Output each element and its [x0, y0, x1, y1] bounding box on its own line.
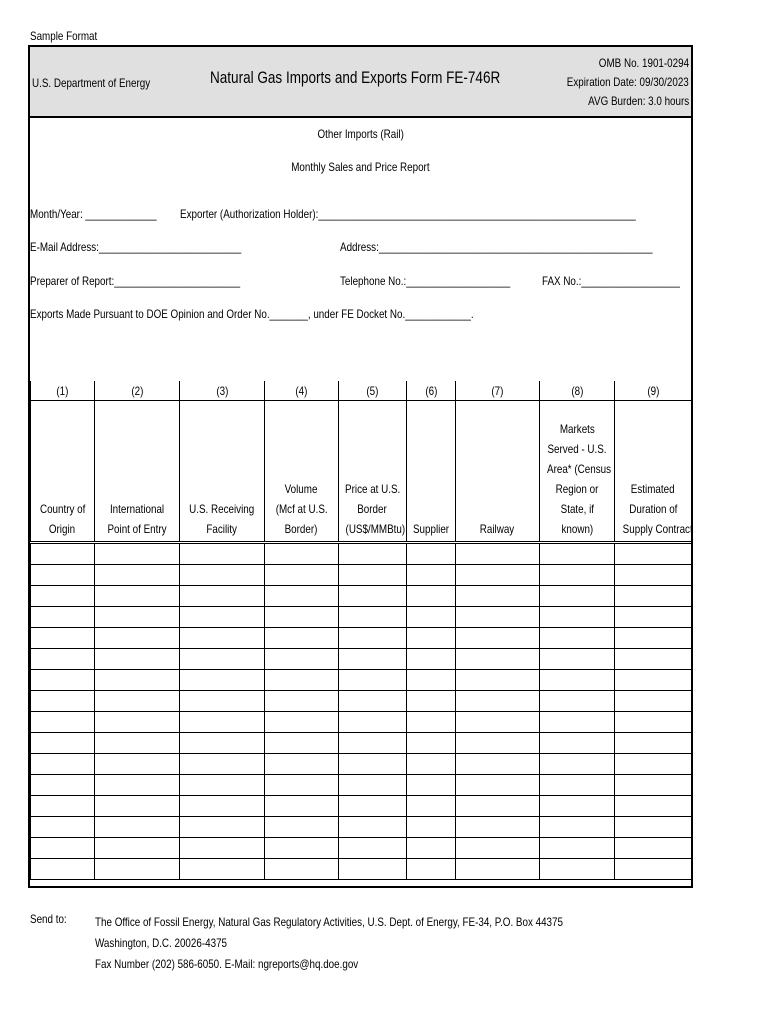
table-cell[interactable] — [180, 565, 265, 586]
table-cell[interactable] — [615, 649, 692, 670]
table-cell[interactable] — [407, 543, 456, 565]
table-row — [31, 565, 692, 586]
table-cell[interactable] — [456, 543, 540, 565]
table-cell[interactable] — [407, 586, 456, 607]
subtitle-other-imports: Other Imports (Rail) — [317, 127, 404, 141]
table-cell[interactable] — [95, 712, 180, 733]
table-cell[interactable] — [95, 628, 180, 649]
table-cell[interactable] — [180, 838, 265, 859]
table-cell[interactable] — [407, 607, 456, 628]
table-cell[interactable] — [180, 817, 265, 838]
table-cell[interactable] — [339, 775, 407, 796]
table-cell[interactable] — [456, 754, 540, 775]
table-cell[interactable] — [615, 817, 692, 838]
exports-docket-field[interactable]: Exports Made Pursuant to DOE Opinion and Order No._______, under FE Docket No.____________. — [30, 307, 474, 321]
table-cell[interactable] — [95, 775, 180, 796]
table-cell[interactable] — [265, 543, 339, 565]
form-header — [30, 47, 691, 118]
table-cell[interactable] — [339, 838, 407, 859]
telephone-field[interactable]: Telephone No.:___________________ — [340, 274, 511, 288]
column-number: (9) — [615, 381, 692, 401]
send-to-label: Send to: — [30, 912, 67, 926]
report-table — [30, 381, 691, 880]
table-cell[interactable] — [339, 817, 407, 838]
table-cell[interactable] — [265, 565, 339, 586]
table-cell[interactable] — [95, 838, 180, 859]
table-cell[interactable] — [95, 543, 180, 565]
table-cell[interactable] — [180, 649, 265, 670]
table-cell[interactable] — [31, 670, 95, 691]
table-row — [31, 586, 692, 607]
table-cell[interactable] — [407, 775, 456, 796]
table-cell[interactable] — [407, 565, 456, 586]
table-cell[interactable] — [456, 565, 540, 586]
table-row — [31, 712, 692, 733]
table-cell[interactable] — [180, 796, 265, 817]
table-row — [31, 775, 692, 796]
sample-format-label: Sample Format — [30, 29, 98, 43]
table-cell[interactable] — [615, 565, 692, 586]
table-row — [31, 754, 692, 775]
column-number: (3) — [180, 381, 265, 401]
table-cell[interactable] — [180, 543, 265, 565]
expiration-date: Expiration Date: 09/30/2023 — [566, 75, 689, 89]
table-row — [31, 607, 692, 628]
column-header: Railway — [456, 401, 540, 543]
table-cell[interactable] — [456, 712, 540, 733]
table-cell[interactable] — [31, 817, 95, 838]
table-cell[interactable] — [265, 796, 339, 817]
table-cell[interactable] — [540, 691, 615, 712]
table-cell[interactable] — [540, 733, 615, 754]
table-cell[interactable] — [540, 796, 615, 817]
address-line-2: Washington, D.C. 20026-4375 — [95, 936, 228, 950]
address-line-3: Fax Number (202) 586-6050. E-Mail: ngreports@hq.doe.gov — [95, 957, 359, 971]
table-cell[interactable] — [407, 817, 456, 838]
table-cell[interactable] — [456, 670, 540, 691]
agency-name: U.S. Department of Energy — [32, 76, 151, 90]
table-cell[interactable] — [407, 796, 456, 817]
month-year-field[interactable]: Month/Year: _____________ — [30, 207, 157, 221]
table-cell[interactable] — [615, 712, 692, 733]
table-cell[interactable] — [180, 859, 265, 880]
table-cell[interactable] — [95, 859, 180, 880]
table-cell[interactable] — [95, 733, 180, 754]
table-row — [31, 543, 692, 565]
table-cell[interactable] — [407, 670, 456, 691]
table-cell[interactable] — [95, 649, 180, 670]
table-cell[interactable] — [95, 754, 180, 775]
table-cell[interactable] — [265, 607, 339, 628]
table-cell[interactable] — [540, 649, 615, 670]
table-cell[interactable] — [339, 543, 407, 565]
table-cell[interactable] — [615, 796, 692, 817]
table-cell[interactable] — [615, 670, 692, 691]
table-cell[interactable] — [456, 691, 540, 712]
send-to-address — [95, 912, 666, 975]
table-cell[interactable] — [95, 670, 180, 691]
table-cell[interactable] — [265, 691, 339, 712]
avg-burden: AVG Burden: 3.0 hours — [587, 94, 689, 108]
table-row — [31, 649, 692, 670]
table-cell[interactable] — [339, 670, 407, 691]
table-cell[interactable] — [180, 754, 265, 775]
table-row — [31, 670, 692, 691]
table-cell[interactable] — [265, 838, 339, 859]
table-cell[interactable] — [180, 712, 265, 733]
table-cell[interactable] — [615, 628, 692, 649]
table-cell[interactable] — [615, 691, 692, 712]
column-header-row — [31, 401, 692, 543]
table-cell[interactable] — [456, 838, 540, 859]
table-cell[interactable] — [95, 565, 180, 586]
table-cell[interactable] — [31, 628, 95, 649]
table-cell[interactable] — [615, 754, 692, 775]
column-header: Volume (Mcf at U.S. Border) — [265, 401, 339, 543]
email-field[interactable]: E-Mail Address:__________________________ — [30, 240, 242, 254]
column-header: Country of Origin — [31, 401, 95, 543]
preparer-field[interactable]: Preparer of Report:_______________________ — [30, 274, 241, 288]
table-cell[interactable] — [456, 733, 540, 754]
table-cell[interactable] — [265, 712, 339, 733]
omb-info — [540, 54, 689, 111]
table-cell[interactable] — [95, 796, 180, 817]
column-header: Supplier — [407, 401, 456, 543]
table-cell[interactable] — [540, 859, 615, 880]
table-row — [31, 628, 692, 649]
table-cell[interactable] — [180, 607, 265, 628]
table-cell[interactable] — [339, 859, 407, 880]
column-number: (7) — [456, 381, 540, 401]
table-cell[interactable] — [95, 817, 180, 838]
table-cell[interactable] — [265, 586, 339, 607]
table-cell[interactable] — [339, 607, 407, 628]
table-cell[interactable] — [407, 733, 456, 754]
form-title: Natural Gas Imports and Exports Form FE-746R — [210, 69, 501, 87]
table-cell[interactable] — [31, 691, 95, 712]
table-cell[interactable] — [540, 817, 615, 838]
table-cell[interactable] — [180, 586, 265, 607]
table-cell[interactable] — [615, 607, 692, 628]
table-cell[interactable] — [339, 733, 407, 754]
table-cell[interactable] — [456, 628, 540, 649]
table-cell[interactable] — [615, 838, 692, 859]
table-cell[interactable] — [456, 607, 540, 628]
table-row — [31, 796, 692, 817]
table-cell[interactable] — [540, 586, 615, 607]
table-row — [31, 817, 692, 838]
table-cell[interactable] — [31, 607, 95, 628]
table-cell[interactable] — [407, 649, 456, 670]
table-cell[interactable] — [407, 754, 456, 775]
table-row — [31, 859, 692, 880]
table-cell[interactable] — [31, 586, 95, 607]
table-cell[interactable] — [31, 733, 95, 754]
table-cell[interactable] — [31, 775, 95, 796]
table-cell[interactable] — [265, 628, 339, 649]
table-cell[interactable] — [339, 649, 407, 670]
table-cell[interactable] — [339, 754, 407, 775]
table-cell[interactable] — [95, 586, 180, 607]
column-number: (1) — [31, 381, 95, 401]
table-cell[interactable] — [31, 796, 95, 817]
table-cell[interactable] — [31, 543, 95, 565]
table-cell[interactable] — [339, 712, 407, 733]
table-cell[interactable] — [540, 712, 615, 733]
column-header: Markets Served - U.S. Area* (Census Region or State, if known) — [540, 401, 615, 543]
table-cell[interactable] — [407, 628, 456, 649]
table-cell[interactable] — [180, 733, 265, 754]
table-cell[interactable] — [615, 859, 692, 880]
column-number: (4) — [265, 381, 339, 401]
table-cell[interactable] — [540, 775, 615, 796]
table-cell[interactable] — [180, 628, 265, 649]
table-cell[interactable] — [265, 754, 339, 775]
table-cell[interactable] — [540, 754, 615, 775]
table-cell[interactable] — [615, 543, 692, 565]
table-row — [31, 733, 692, 754]
table-cell[interactable] — [180, 775, 265, 796]
table-cell[interactable] — [456, 775, 540, 796]
column-number: (6) — [407, 381, 456, 401]
table-cell[interactable] — [456, 586, 540, 607]
table-cell[interactable] — [95, 607, 180, 628]
column-number: (5) — [339, 381, 407, 401]
table-cell[interactable] — [456, 796, 540, 817]
table-cell[interactable] — [31, 754, 95, 775]
table-cell[interactable] — [180, 691, 265, 712]
table-cell[interactable] — [456, 649, 540, 670]
table-cell[interactable] — [265, 775, 339, 796]
table-cell[interactable] — [180, 670, 265, 691]
column-number: (2) — [95, 381, 180, 401]
table-cell[interactable] — [540, 670, 615, 691]
table-cell[interactable] — [540, 838, 615, 859]
table-cell[interactable] — [540, 607, 615, 628]
exporter-field[interactable]: Exporter (Authorization Holder):__________________________________________________________ — [180, 207, 636, 221]
table-cell[interactable] — [265, 649, 339, 670]
table-cell[interactable] — [265, 817, 339, 838]
form-fe-746r — [28, 45, 693, 888]
table-row — [31, 691, 692, 712]
table-cell[interactable] — [540, 628, 615, 649]
table-cell[interactable] — [339, 586, 407, 607]
table-cell[interactable] — [540, 543, 615, 565]
table-cell[interactable] — [339, 796, 407, 817]
table-cell[interactable] — [265, 859, 339, 880]
table-cell[interactable] — [95, 691, 180, 712]
table-cell[interactable] — [31, 649, 95, 670]
table-cell[interactable] — [265, 733, 339, 754]
table-cell[interactable] — [407, 712, 456, 733]
table-cell[interactable] — [407, 838, 456, 859]
table-cell[interactable] — [339, 565, 407, 586]
address-field[interactable]: Address:__________________________________________________ — [340, 240, 653, 254]
table-cell[interactable] — [615, 586, 692, 607]
table-cell[interactable] — [31, 712, 95, 733]
column-header: Estimated Duration of Supply Contract — [615, 401, 692, 543]
table-cell[interactable] — [456, 817, 540, 838]
omb-number: OMB No. 1901-0294 — [598, 56, 689, 70]
table-cell[interactable] — [407, 859, 456, 880]
address-line-1: The Office of Fossil Energy, Natural Gas Regulatory Activities, U.S. Dept. of Energy, FE-34, P.O. Box 44375 — [95, 915, 563, 929]
table-row — [31, 838, 692, 859]
table-cell[interactable] — [615, 733, 692, 754]
table-cell[interactable] — [31, 859, 95, 880]
table-cell[interactable] — [456, 859, 540, 880]
table-cell[interactable] — [31, 838, 95, 859]
table-cell[interactable] — [339, 691, 407, 712]
table-cell[interactable] — [265, 670, 339, 691]
column-header: U.S. Receiving Facility — [180, 401, 265, 543]
table-cell[interactable] — [31, 565, 95, 586]
table-cell[interactable] — [615, 775, 692, 796]
fax-field[interactable]: FAX No.:__________________ — [542, 274, 680, 288]
subtitle-monthly-report: Monthly Sales and Price Report — [291, 160, 430, 174]
column-number-row — [31, 381, 692, 401]
table-cell[interactable] — [540, 565, 615, 586]
column-header: International Point of Entry — [95, 401, 180, 543]
table-cell[interactable] — [339, 628, 407, 649]
column-number: (8) — [540, 381, 615, 401]
column-header: Price at U.S. Border (US$/MMBtu) — [339, 401, 407, 543]
table-cell[interactable] — [407, 691, 456, 712]
